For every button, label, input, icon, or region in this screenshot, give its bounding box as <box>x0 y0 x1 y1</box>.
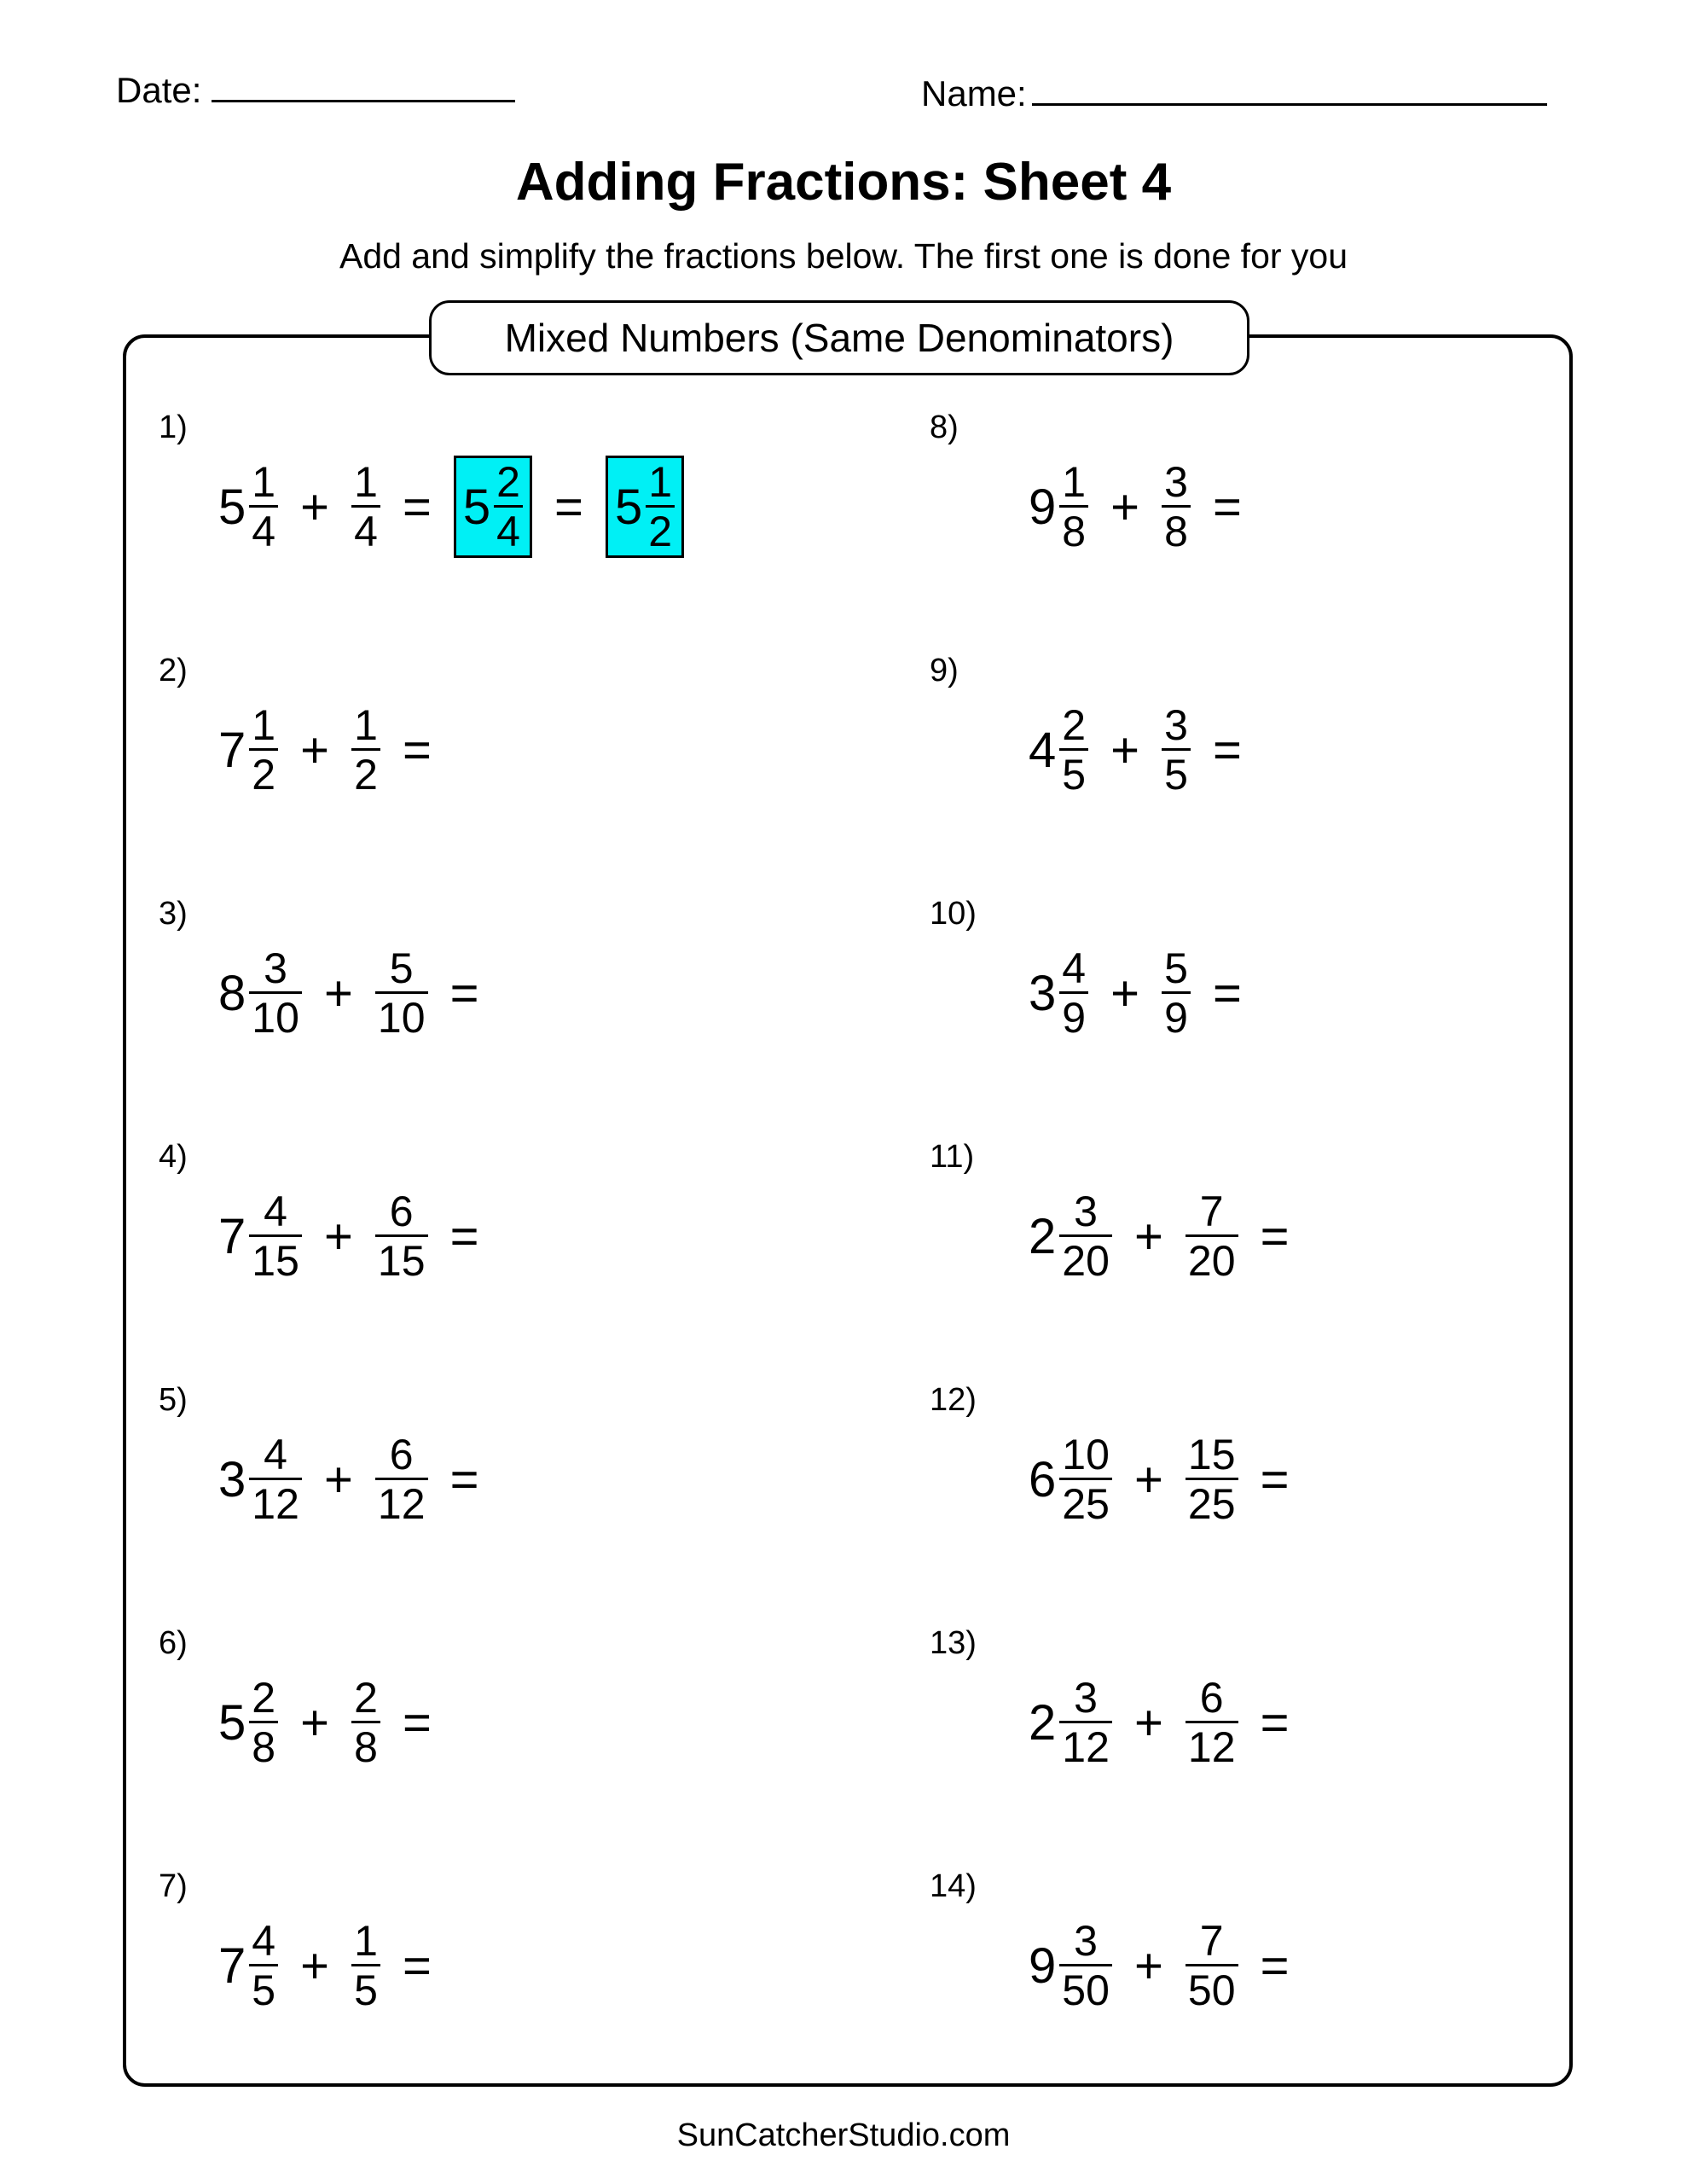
numerator: 15 <box>1187 1431 1236 1478</box>
fraction <box>249 1431 302 1528</box>
plus-sign: + <box>300 722 330 778</box>
numerator: 3 <box>1074 1188 1098 1235</box>
equals-sign: = <box>1260 1694 1290 1751</box>
problem-expression <box>1029 944 1264 1043</box>
whole-number: 9 <box>1029 479 1057 535</box>
problem-item <box>930 1382 1687 1553</box>
denominator: 2 <box>249 748 278 796</box>
whole-number: 9 <box>1029 1937 1057 1994</box>
fraction <box>249 944 302 1042</box>
date-line <box>212 100 515 102</box>
whole-number: 4 <box>1029 722 1057 778</box>
mixed-number <box>218 944 302 1042</box>
numerator: 4 <box>264 1188 287 1235</box>
fraction <box>375 944 428 1042</box>
equals-sign: = <box>1260 1937 1290 1994</box>
date-field <box>116 70 515 111</box>
problem-expression <box>218 1430 501 1529</box>
denominator: 9 <box>1059 991 1088 1039</box>
fraction <box>351 701 380 799</box>
page-title: Adding Fractions: Sheet 4 <box>515 153 1172 212</box>
plus-sign: + <box>323 1451 353 1507</box>
denominator: 15 <box>249 1234 302 1282</box>
fraction <box>1059 1188 1112 1285</box>
denominator: 8 <box>351 1721 380 1769</box>
denominator: 8 <box>249 1721 278 1769</box>
fraction <box>1059 701 1088 799</box>
fraction <box>351 1676 380 1769</box>
numerator: 3 <box>264 944 287 992</box>
problem-item <box>159 1625 926 1796</box>
numerator: 1 <box>252 701 276 749</box>
equals-sign: = <box>1212 965 1242 1021</box>
plus-sign: + <box>1133 1208 1163 1264</box>
denominator: 8 <box>1162 505 1191 553</box>
equals-sign: = <box>449 1208 479 1264</box>
equals-sign: = <box>402 722 432 778</box>
fraction <box>249 701 278 799</box>
problem-number: 3) <box>159 896 188 932</box>
problem-item <box>930 1139 1687 1310</box>
whole-number: 7 <box>218 1208 246 1264</box>
mixed-number <box>218 1431 302 1528</box>
numerator: 10 <box>1062 1431 1110 1478</box>
numerator: 1 <box>354 701 378 749</box>
fraction <box>1059 1676 1112 1769</box>
denominator: 50 <box>1186 1964 1238 2012</box>
denominator: 10 <box>375 991 428 1039</box>
whole-number: 5 <box>218 1694 246 1751</box>
equals-sign: = <box>554 479 583 535</box>
problem-number: 8) <box>930 410 959 445</box>
problem-expression <box>1029 1430 1312 1529</box>
problem-item <box>159 1382 926 1553</box>
fraction <box>375 1188 428 1285</box>
problem-number: 14) <box>930 1868 977 1904</box>
problem-expression <box>218 1673 454 1772</box>
problem-number: 10) <box>930 896 977 932</box>
fraction <box>1162 701 1191 799</box>
problem-expression <box>1029 457 1264 556</box>
fraction <box>249 1917 278 2014</box>
whole-number: 7 <box>218 1937 246 1994</box>
numerator: 2 <box>1062 701 1087 749</box>
problem-item <box>930 1625 1687 1796</box>
mixed-number <box>1029 1188 1112 1285</box>
problem-item <box>159 896 926 1066</box>
problem-expression <box>1029 1916 1312 2015</box>
numerator: 1 <box>252 458 276 506</box>
fraction <box>1059 944 1088 1042</box>
denominator: 5 <box>1059 748 1088 796</box>
mixed-number <box>1029 1676 1112 1769</box>
fraction <box>646 458 675 555</box>
denominator: 25 <box>1059 1478 1112 1525</box>
mixed-number <box>1029 458 1088 555</box>
whole-number: 2 <box>1029 1208 1057 1264</box>
name-line <box>1032 103 1547 106</box>
problem-number: 6) <box>159 1625 188 1661</box>
fraction <box>1186 1431 1238 1528</box>
numerator: 1 <box>354 1917 378 1965</box>
problem-number: 7) <box>159 1868 188 1904</box>
mixed-number <box>218 1917 278 2014</box>
numerator: 1 <box>648 458 673 506</box>
denominator: 20 <box>1186 1234 1238 1282</box>
numerator: 6 <box>389 1431 414 1478</box>
equals-sign: = <box>1260 1208 1290 1264</box>
denominator: 50 <box>1059 1964 1112 2012</box>
equals-sign: = <box>1212 722 1242 778</box>
equals-sign: = <box>1260 1451 1290 1507</box>
whole-number: 2 <box>1029 1694 1057 1751</box>
fraction <box>1186 1676 1238 1769</box>
fraction <box>1162 458 1191 555</box>
numerator: 5 <box>389 944 414 992</box>
numerator: 5 <box>1164 944 1188 992</box>
plus-sign: + <box>1110 722 1140 778</box>
fraction <box>494 458 523 555</box>
problem-item <box>159 1868 926 2039</box>
fraction <box>1059 458 1088 555</box>
numerator: 3 <box>1074 1917 1098 1965</box>
fraction <box>249 1188 302 1285</box>
numerator: 7 <box>1199 1188 1224 1235</box>
problem-item <box>930 1868 1687 2039</box>
mixed-number <box>1029 1431 1112 1528</box>
mixed-number <box>218 1188 302 1285</box>
name-field <box>921 73 1547 114</box>
plus-sign: + <box>1133 1937 1163 1994</box>
plus-sign: + <box>300 1694 330 1751</box>
denominator: 10 <box>249 991 302 1039</box>
problem-number: 1) <box>159 410 188 445</box>
whole-number: 5 <box>218 479 246 535</box>
problem-number: 2) <box>159 653 188 688</box>
whole-number: 3 <box>1029 965 1057 1021</box>
fraction <box>375 1431 428 1528</box>
plus-sign: + <box>1110 965 1140 1021</box>
denominator: 5 <box>249 1964 278 2012</box>
mixed-number <box>218 701 278 799</box>
problem-item <box>159 653 926 823</box>
plus-sign: + <box>1110 479 1140 535</box>
mixed-number <box>1029 1917 1112 2014</box>
numerator: 2 <box>354 1674 378 1722</box>
plus-sign: + <box>1133 1694 1163 1751</box>
equals-sign: = <box>402 1694 432 1751</box>
plus-sign: + <box>300 479 330 535</box>
problem-item <box>159 410 926 580</box>
instructions: Add and simplify the fractions below. The first one is done for you <box>339 236 1348 276</box>
problem-number: 11) <box>930 1139 975 1175</box>
numerator: 2 <box>252 1674 276 1722</box>
numerator: 3 <box>1074 1674 1098 1722</box>
numerator: 6 <box>389 1188 414 1235</box>
whole-number: 5 <box>614 479 643 535</box>
fraction <box>351 458 380 555</box>
problem-number: 5) <box>159 1382 188 1418</box>
fraction <box>249 1676 278 1769</box>
equals-sign: = <box>449 1451 479 1507</box>
denominator: 9 <box>1162 991 1191 1039</box>
answer-box <box>606 456 684 558</box>
fraction <box>1059 1431 1112 1528</box>
problem-expression <box>1029 700 1264 799</box>
answer-box <box>454 456 532 558</box>
whole-number: 6 <box>1029 1451 1057 1507</box>
denominator: 4 <box>249 505 278 553</box>
numerator: 4 <box>1062 944 1087 992</box>
problem-expression <box>218 457 684 556</box>
section-label: Mixed Numbers (Same Denominators) <box>429 300 1249 375</box>
mixed-number <box>1029 944 1088 1042</box>
problem-number: 4) <box>159 1139 188 1175</box>
whole-number: 5 <box>462 479 491 535</box>
plus-sign: + <box>1133 1451 1163 1507</box>
equals-sign: = <box>402 479 432 535</box>
plus-sign: + <box>323 965 353 1021</box>
denominator: 20 <box>1059 1234 1112 1282</box>
fraction <box>1162 944 1191 1042</box>
numerator: 1 <box>354 458 378 506</box>
problem-expression <box>218 1187 501 1286</box>
whole-number: 3 <box>218 1451 246 1507</box>
denominator: 8 <box>1059 505 1088 553</box>
whole-number: 8 <box>218 965 246 1021</box>
problem-item <box>930 896 1687 1066</box>
problem-expression <box>1029 1187 1312 1286</box>
problem-expression <box>218 700 454 799</box>
problem-number: 13) <box>930 1625 977 1661</box>
numerator: 3 <box>1164 701 1188 749</box>
problem-expression <box>1029 1673 1312 1772</box>
problem-number: 12) <box>930 1382 977 1418</box>
problem-expression <box>218 1916 454 2015</box>
denominator: 12 <box>249 1478 302 1525</box>
denominator: 12 <box>375 1478 428 1525</box>
numerator: 4 <box>252 1917 276 1965</box>
fraction <box>1186 1188 1238 1285</box>
denominator: 4 <box>494 505 523 553</box>
denominator: 25 <box>1186 1478 1238 1525</box>
plus-sign: + <box>300 1937 330 1994</box>
numerator: 1 <box>1062 458 1087 506</box>
fraction <box>1186 1917 1238 2014</box>
footer-credit: SunCatcherStudio.com <box>676 2117 1011 2153</box>
denominator: 5 <box>1162 748 1191 796</box>
mixed-number <box>1029 701 1088 799</box>
denominator: 2 <box>646 505 675 553</box>
whole-number: 7 <box>218 722 246 778</box>
denominator: 12 <box>1059 1721 1112 1769</box>
fraction <box>351 1917 380 2014</box>
problem-item <box>930 653 1687 823</box>
equals-sign: = <box>402 1937 432 1994</box>
plus-sign: + <box>323 1208 353 1264</box>
mixed-number <box>218 1676 278 1769</box>
denominator: 12 <box>1186 1721 1238 1769</box>
numerator: 7 <box>1199 1917 1224 1965</box>
numerator: 4 <box>264 1431 287 1478</box>
problem-item <box>930 410 1687 580</box>
problem-expression <box>218 944 501 1043</box>
equals-sign: = <box>1212 479 1242 535</box>
numerator: 6 <box>1199 1674 1224 1722</box>
numerator: 2 <box>496 458 520 506</box>
fraction <box>1059 1917 1112 2014</box>
mixed-number <box>218 458 278 555</box>
problem-number: 9) <box>930 653 959 688</box>
denominator: 5 <box>351 1964 380 2012</box>
numerator: 3 <box>1164 458 1188 506</box>
problem-item <box>159 1139 926 1310</box>
denominator: 15 <box>375 1234 428 1282</box>
date-label: Date: <box>116 70 202 110</box>
fraction <box>249 458 278 555</box>
name-label: Name: <box>921 73 1027 113</box>
equals-sign: = <box>449 965 479 1021</box>
denominator: 4 <box>351 505 380 553</box>
denominator: 2 <box>351 748 380 796</box>
